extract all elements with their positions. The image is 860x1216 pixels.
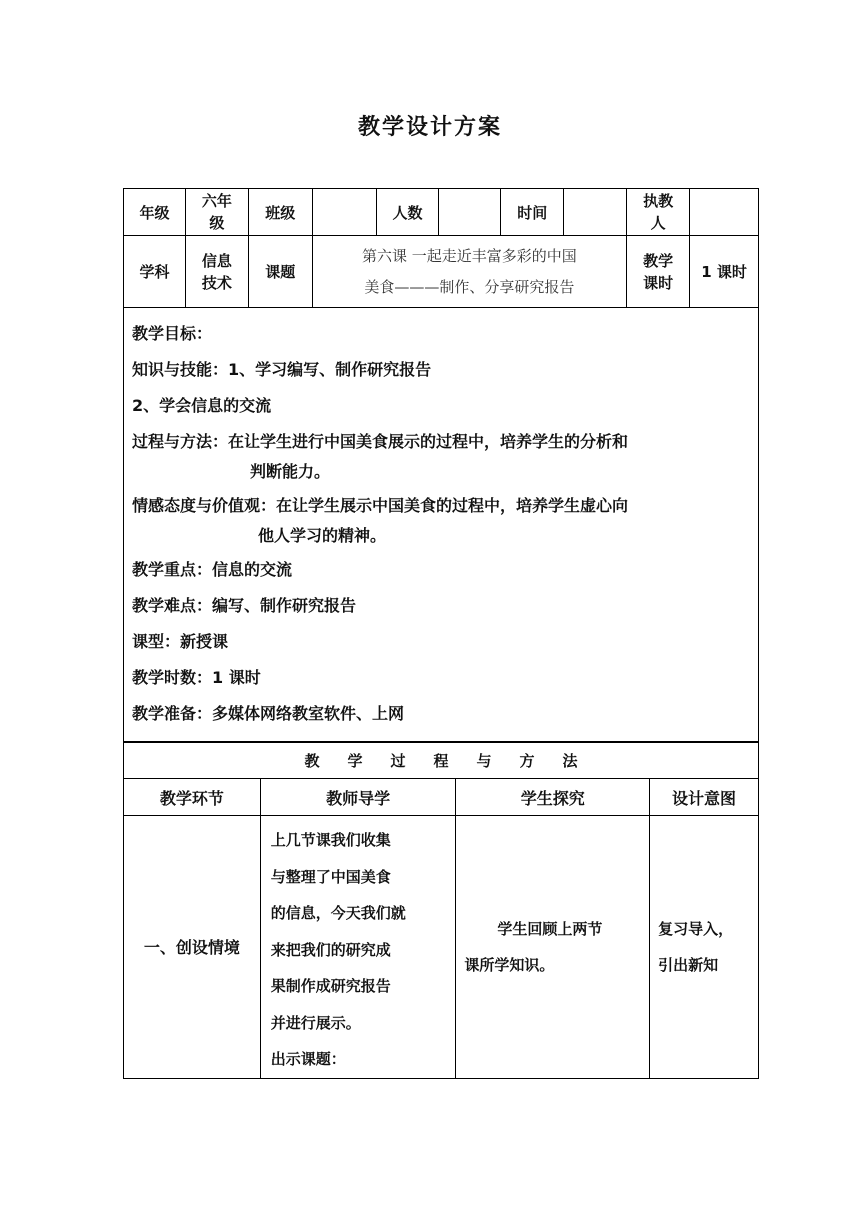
- objective-process: 过程与方法：在让学生进行中国美食展示的过程中，培养学生的分析和: [132, 432, 629, 451]
- column-header-student: 学生探究: [456, 779, 650, 816]
- process-title: 教 学 过 程 与 方 法: [124, 743, 759, 779]
- class-value: [312, 189, 376, 236]
- intent-cell: 复习导入， 引出新知: [650, 816, 759, 1079]
- objectives-heading: 教学目标：: [132, 324, 213, 343]
- lesson-line-2: 美食———制作、分享研究报告: [364, 277, 575, 296]
- teacher-cell: 上几节课我们收集 与整理了中国美食 的信息，今天我们就 来把我们的研究成 果制作成研究报告 并进行展示。 出示课题：: [260, 816, 456, 1079]
- teacher-label: 执教人: [627, 189, 690, 236]
- lesson-plan-table: [123, 188, 759, 742]
- lesson-hours: 教学时数：1 课时: [132, 668, 261, 687]
- objective-process-cont: 判断能力。: [250, 462, 331, 481]
- lesson-label: 课题: [248, 236, 312, 308]
- difficulty: 教学难点：编写、制作研究报告: [132, 596, 357, 615]
- lesson-value: [312, 236, 626, 308]
- count-label: 人数: [376, 189, 439, 236]
- column-header-stage: 教学环节: [124, 779, 261, 816]
- grade-label: 年级: [124, 189, 186, 236]
- column-header-teacher: 教师导学: [260, 779, 456, 816]
- lesson-line-1: 第六课 一起走近丰富多彩的中国: [362, 246, 577, 265]
- process-table: [123, 742, 759, 1079]
- time-label: 时间: [501, 189, 564, 236]
- table-row: [124, 816, 759, 1079]
- objectives-block: [124, 308, 759, 742]
- hours-value: 1 课时: [690, 236, 759, 308]
- objective-knowledge-2: 2、学会信息的交流: [132, 396, 272, 415]
- objective-emotion: 情感态度与价值观：在让学生展示中国美食的过程中，培养学生虚心向: [132, 496, 629, 515]
- preparation: 教学准备：多媒体网络教室软件、上网: [132, 704, 405, 723]
- class-label: 班级: [248, 189, 312, 236]
- objective-emotion-cont: 他人学习的精神。: [258, 526, 387, 545]
- stage-cell: 一、创设情境: [124, 816, 261, 1079]
- objective-knowledge: 知识与技能：1、学习编写、制作研究报告: [132, 360, 432, 379]
- lesson-type: 课型：新授课: [132, 632, 229, 651]
- count-value: [439, 189, 501, 236]
- hours-label: 教学课时: [627, 236, 690, 308]
- column-header-intent: 设计意图: [650, 779, 759, 816]
- time-value: [564, 189, 627, 236]
- document-title: 教学设计方案: [357, 115, 502, 140]
- student-cell: 学生回顾上两节 课所学知识。: [456, 816, 650, 1079]
- key-point: 教学重点：信息的交流: [132, 560, 293, 579]
- subject-value: 信息技术: [185, 236, 248, 308]
- teacher-value: [690, 189, 759, 236]
- grade-value: 六年级: [185, 189, 248, 236]
- subject-label: 学科: [124, 236, 186, 308]
